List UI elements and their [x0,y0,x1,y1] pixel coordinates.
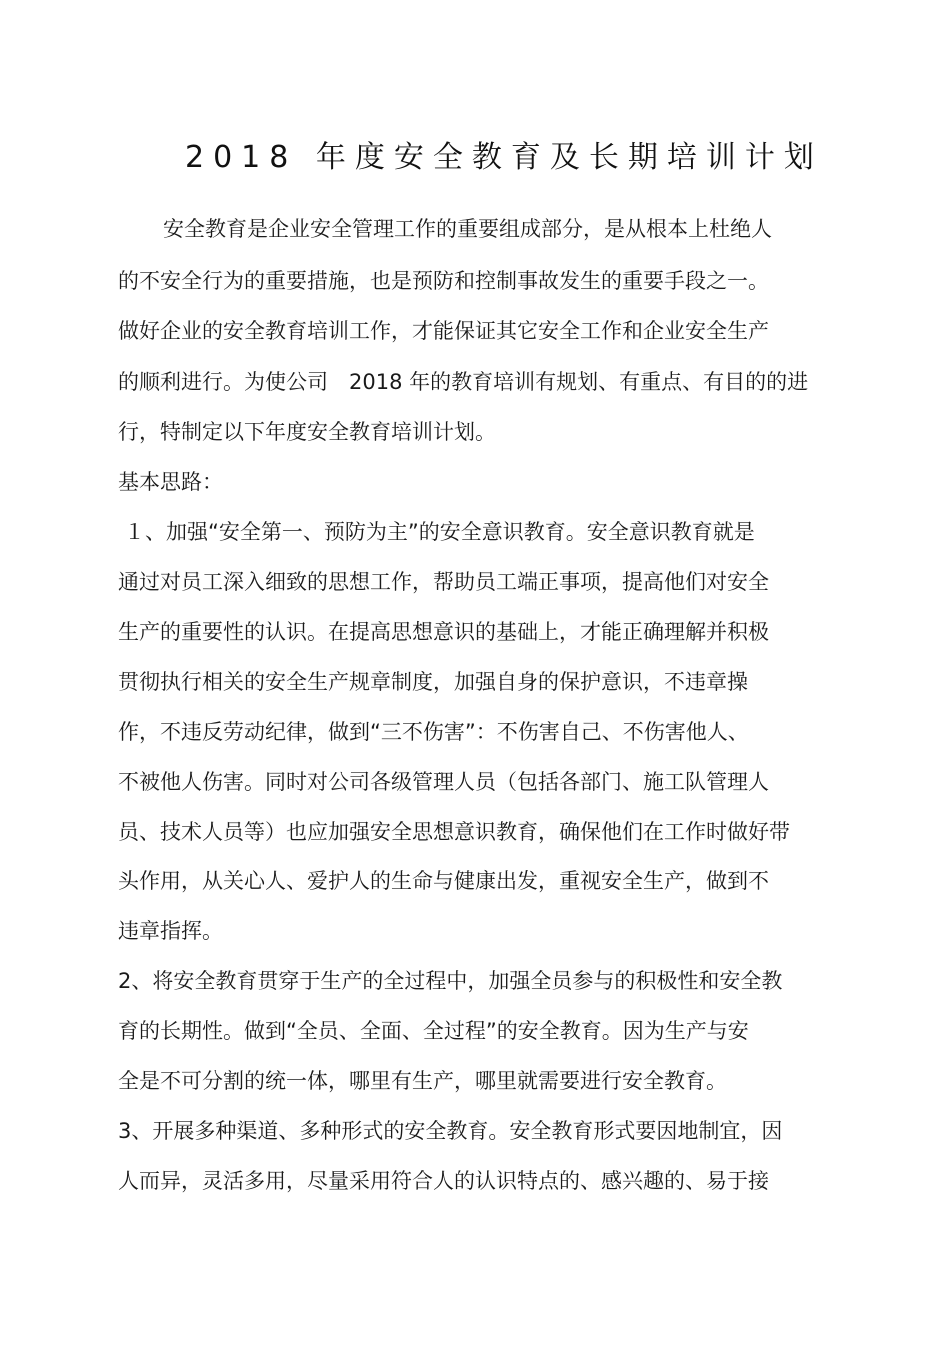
body-line-4: 的顺利进行。为使公司 2018 年的教育培训有规划、有重点、有目的的进 [118,370,809,394]
body-line-3: 做好企业的安全教育培训工作，才能保证其它安全工作和企业安全生产 [118,319,769,343]
document-title: 2018 年度安全教育及长期培训计划 [185,140,823,175]
body-line-19: 3、开展多种渠道、多种形式的安全教育。安全教育形式要因地制宜，因 [118,1119,783,1143]
body-line-17: 育的长期性。做到“全员、全面、全过程”的安全教育。因为生产与安 [118,1019,749,1043]
body-line-10: 贯彻执行相关的安全生产规章制度，加强自身的保护意识，不违章操 [118,670,748,694]
body-line-8: 通过对员工深入细致的思想工作，帮助员工端正事项，提高他们对安全 [118,570,769,594]
body-line-2: 的不安全行为的重要措施，也是预防和控制事故发生的重要手段之一。 [118,269,769,293]
body-line-14: 头作用，从关心人、爱护人的生命与健康出发，重视安全生产，做到不 [118,869,769,893]
body-line-15: 违章指挥。 [118,919,223,943]
body-line-7: １、加强“安全第一、预防为主”的安全意识教育。安全意识教育就是 [124,520,755,544]
body-line-18: 全是不可分割的统一体，哪里有生产，哪里就需要进行安全教育。 [118,1069,727,1093]
body-line-20: 人而异，灵活多用，尽量采用符合人的认识特点的、感兴趣的、易于接 [118,1169,769,1193]
body-line-1: 安全教育是企业安全管理工作的重要组成部分，是从根本上杜绝人 [163,217,772,241]
body-line-9: 生产的重要性的认识。在提高思想意识的基础上，才能正确理解并积极 [118,620,769,644]
body-line-13: 员、技术人员等）也应加强安全思想意识教育，确保他们在工作时做好带 [118,820,790,844]
section-heading-basic-ideas: 基本思路： [118,470,223,494]
body-line-12: 不被他人伤害。同时对公司各级管理人员（包括各部门、施工队管理人 [118,770,769,794]
body-line-16: 2、将安全教育贯穿于生产的全过程中，加强全员参与的积极性和安全教 [118,969,783,993]
body-line-11: 作，不违反劳动纪律，做到“三不伤害”：不伤害自己、不伤害他人、 [118,720,749,744]
body-line-5: 行，特制定以下年度安全教育培训计划。 [118,420,496,444]
